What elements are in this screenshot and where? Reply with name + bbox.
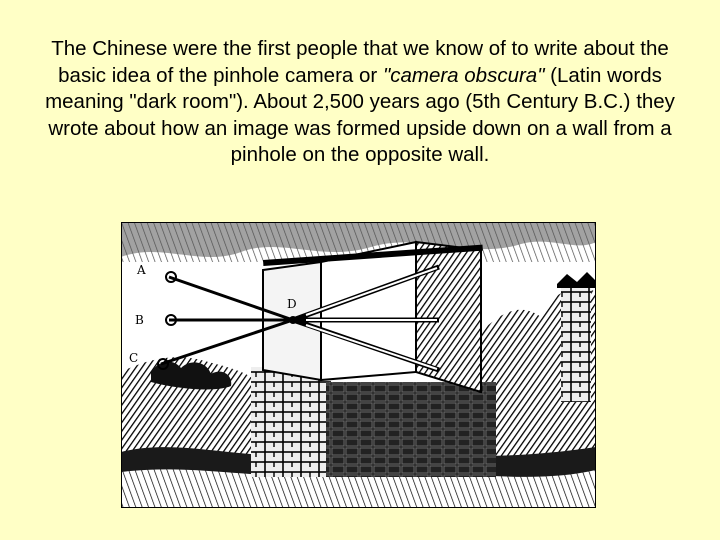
stone-foundation-right — [326, 382, 496, 477]
tower-top — [557, 272, 595, 288]
label-b: B — [135, 313, 144, 327]
paragraph-part-2: (Latin words meaning "dark room"). About 2,500 years ago (5th Century B.C.) they wrote about how an image was formed upside down on a wall from a pinhole on the opposite wall. — [45, 63, 675, 166]
pinhole-marker — [289, 316, 297, 324]
room-back-wall — [416, 242, 481, 392]
label-a: A — [137, 263, 146, 277]
paragraph-italic-term: "camera obscura" — [382, 63, 545, 87]
label-d: D — [287, 297, 297, 311]
ruined-tower — [561, 282, 591, 402]
engraving-illustration — [121, 222, 596, 508]
slide-paragraph — [40, 36, 680, 169]
stone-foundation-left — [251, 367, 331, 477]
label-c: C — [129, 351, 139, 365]
camera-obscura-engraving — [121, 222, 596, 508]
paragraph-part-1: The Chinese were the first people that we know of to write about the basic idea of the pinhole camera or — [51, 37, 669, 87]
